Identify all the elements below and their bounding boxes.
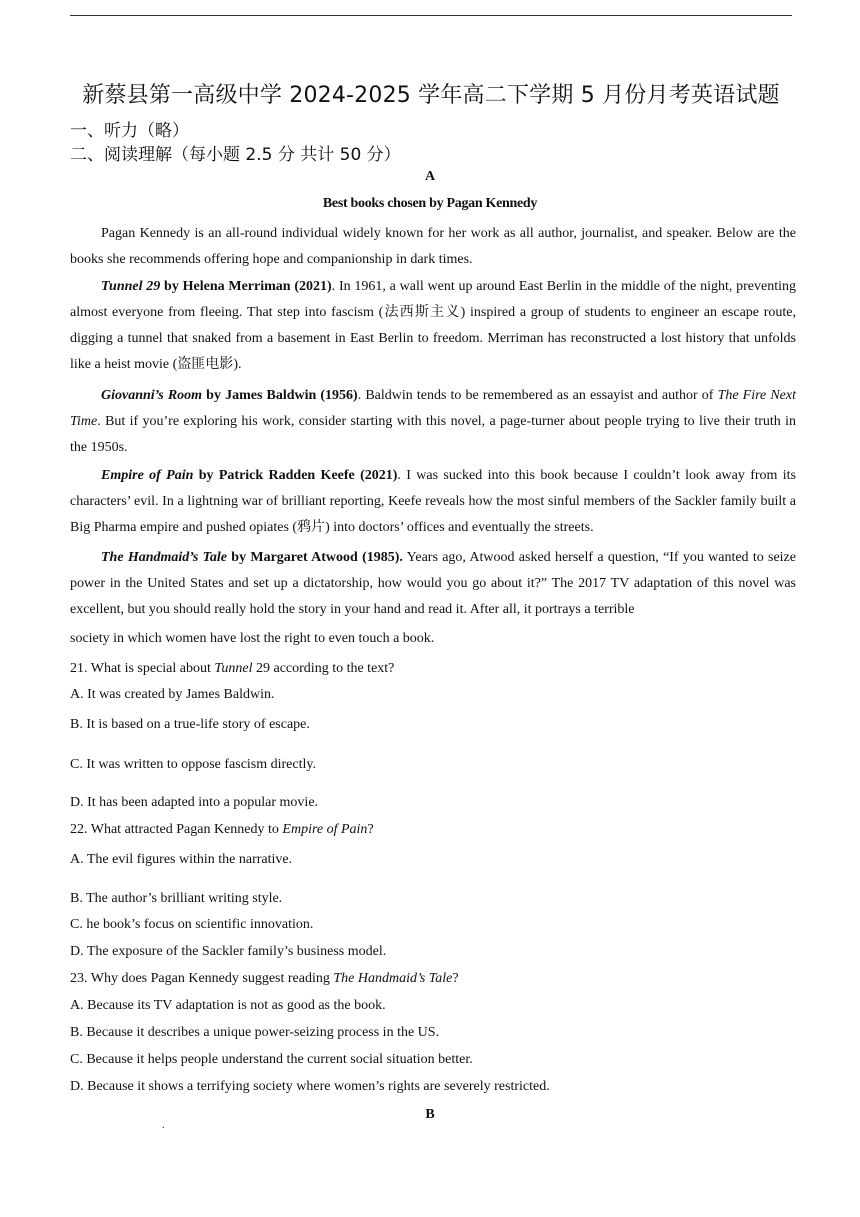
question-text: ?: [367, 822, 374, 837]
option-21-b: B. It is based on a true-life story of escape.: [70, 717, 310, 732]
book-text: . In 1961, a wall went up around East Berlin in the middle of the night, preventing almost everyone from fleeing. That step into fascism (: [70, 279, 796, 320]
intro-paragraph: Pagan Kennedy is an all-round individual widely known for her work as all author, journalist, and speaker. Below are the books she recommends offering hope and companionship in dark times.: [70, 226, 796, 267]
passage-letter-b: B: [425, 1107, 435, 1122]
book-title: Empire of Pain: [101, 468, 194, 483]
book-paragraph-tunnel29: [70, 274, 796, 378]
option-21-a: A. It was created by James Baldwin.: [70, 687, 275, 702]
book-title: Tunnel 29: [101, 279, 161, 294]
option-22-d: D. The exposure of the Sackler family’s business model.: [70, 944, 387, 959]
book-byline: by James Baldwin (1956): [202, 388, 358, 403]
section-reading: 二、阅读理解（每小题 2.5 分 共计 50 分）: [70, 145, 401, 165]
passage-heading: Best books chosen by Pagan Kennedy: [322, 196, 538, 211]
book-paragraph-giovanni: [70, 383, 796, 461]
cjk-gloss: 盗匪电影: [177, 357, 234, 372]
option-22-a: A. The evil figures within the narrative.: [70, 852, 293, 867]
option-22-b: B. The author’s brilliant writing style.: [70, 891, 283, 906]
question-text: ?: [452, 971, 459, 986]
italic-title: The Fire Next Time: [70, 388, 797, 429]
option-23-a: A. Because its TV adaptation is not as good as the book.: [70, 998, 386, 1013]
question-22: [70, 822, 796, 838]
book-text: ).: [233, 357, 242, 372]
book-text: ) inspired a group of students to engineer an escape route, digging a tunnel that snaked from a basement in East Berlin to freedom. Merriman has reconstructed a lost history that unfolds like a heist movie (: [70, 305, 796, 372]
book-text: ) into doctors’ offices and eventually the streets.: [325, 520, 594, 535]
book-text: . I was sucked into this book because I couldn’t look away from its characters’ evil. In a lightning war of brilliant reporting, Keefe reveals how the most sinful members of the Sackler family built a Big Pharma empire and pushed opiates (: [70, 468, 796, 535]
book-byline: by Patrick Radden Keefe (2021): [193, 468, 398, 483]
book-text: . Baldwin tends to be remembered as an essayist and author of: [357, 388, 718, 403]
top-rule: [70, 15, 792, 16]
book-byline: by Helena Merriman (2021): [160, 279, 332, 294]
question-text: 21. What is special about: [70, 661, 215, 676]
question-italic: Tunnel: [214, 661, 253, 676]
option-23-d: D. Because it shows a terrifying society where women’s rights are severely restricted.: [70, 1079, 550, 1094]
question-23: [70, 971, 796, 987]
book-text: Years ago, Atwood asked herself a question, “If you wanted to seize power in the United States and set up a dictatorship, how would you go about it?” The 2017 TV adaptation of this novel was excellent, but you should really hold the story in your hand and read it. After all, it portrays a terrible: [70, 550, 796, 617]
question-text: 23. Why does Pagan Kennedy suggest reading: [70, 971, 334, 986]
question-text: 22. What attracted Pagan Kennedy to: [70, 822, 283, 837]
book-paragraph-empire: [70, 463, 796, 541]
option-21-d: D. It has been adapted into a popular movie.: [70, 795, 319, 810]
book-title: The Handmaid’s Tale: [101, 550, 228, 565]
page-title: 新蔡县第一高级中学 2024-2025 学年高二下学期 5 月份月考英语试题: [82, 83, 780, 108]
option-21-c: C. It was written to oppose fascism directly.: [70, 757, 316, 772]
cjk-gloss: 法西斯主义: [383, 305, 461, 320]
question-text: 29 according to the text?: [252, 661, 395, 676]
passage-letter-a: A: [424, 169, 436, 184]
cjk-gloss: 鸦片: [297, 520, 326, 535]
question-italic: The Handmaid’s Tale: [333, 971, 453, 986]
question-21: [70, 661, 796, 677]
book-paragraph-handmaid: [70, 545, 796, 623]
section-listening: 一、听力（略）: [70, 121, 189, 141]
book-title: Giovanni’s Room: [101, 388, 203, 403]
option-23-c: C. Because it helps people understand the current social situation better.: [70, 1052, 473, 1067]
book-text: . But if you’re exploring his work, consider starting with this novel, a page-turner about people trying to live their truth in the 1950s.: [70, 414, 796, 455]
question-italic: Empire of Pain: [282, 822, 368, 837]
option-23-b: B. Because it describes a unique power-seizing process in the US.: [70, 1025, 440, 1040]
option-22-c: C. he book’s focus on scientific innovation.: [70, 917, 314, 932]
book-byline: by Margaret Atwood (1985).: [227, 550, 403, 565]
book-paragraph-handmaid-last-line: society in which women have lost the right to even touch a book.: [70, 631, 435, 646]
footer-mark: .: [162, 1120, 165, 1131]
